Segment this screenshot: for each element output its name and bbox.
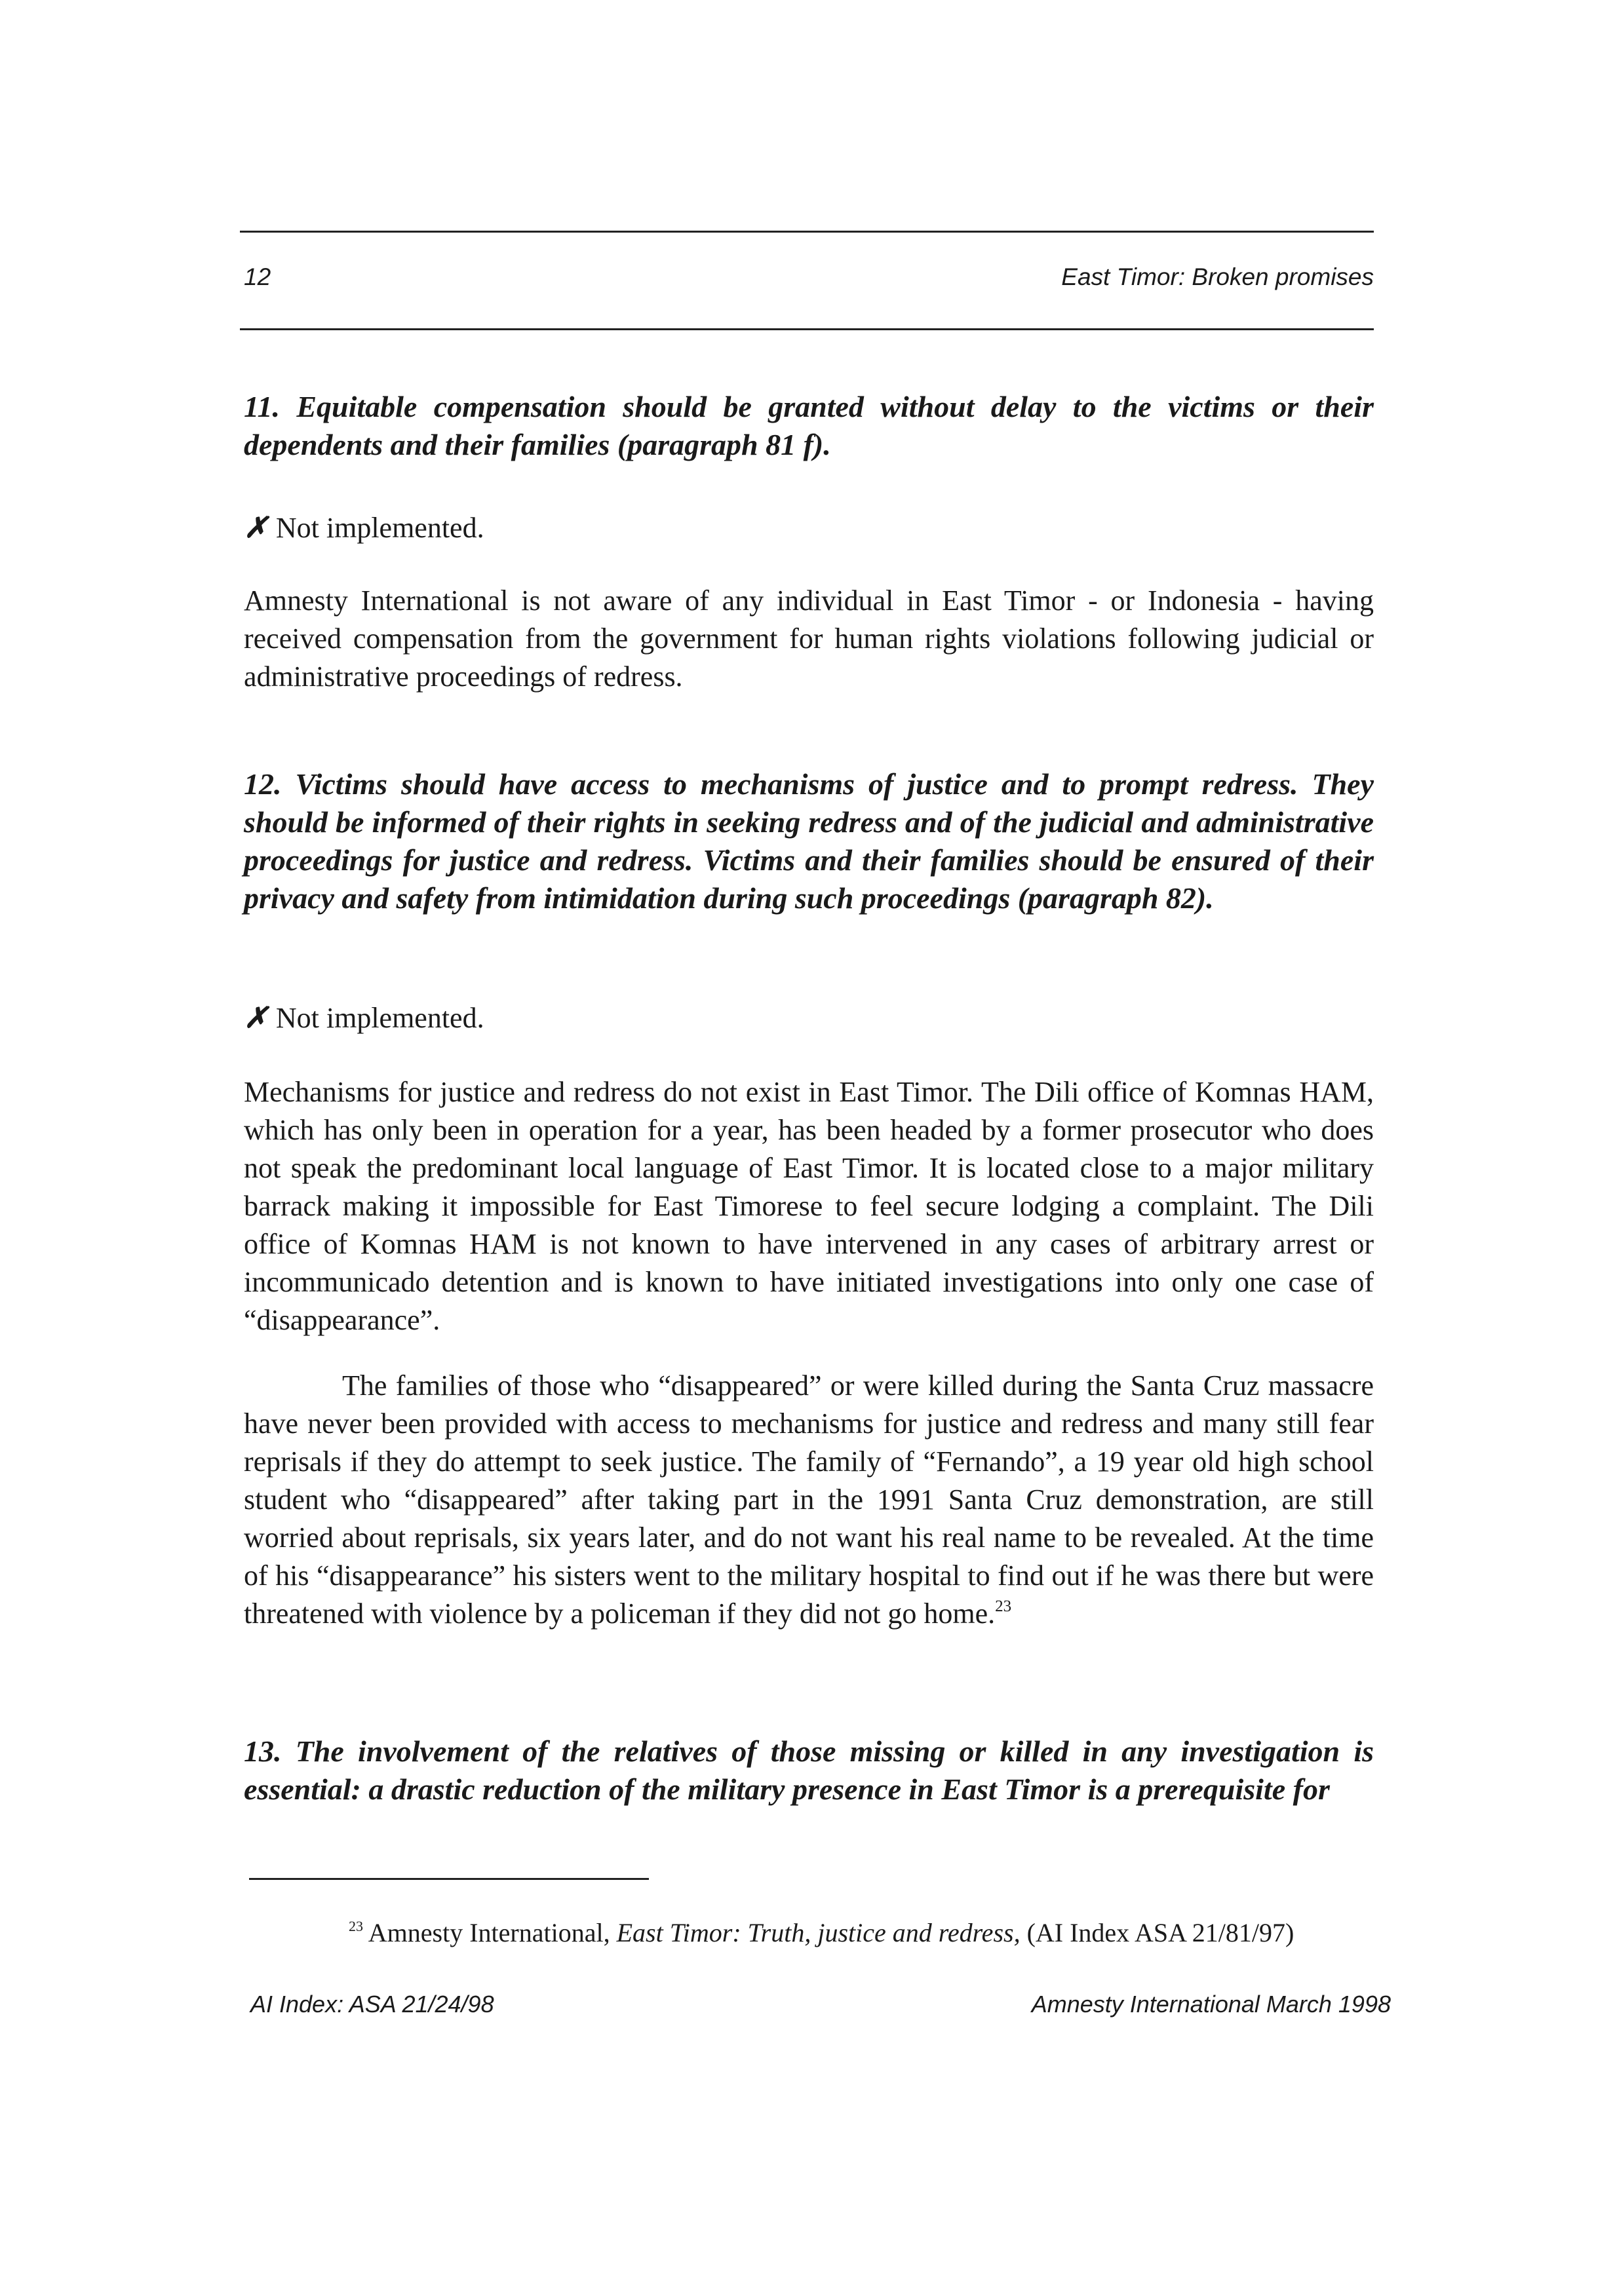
footnote-ref[interactable]: 23: [995, 1598, 1012, 1615]
section-heading: 11. Equitable compensation should be granted without delay to the victims or their dependents and their families (paragraph 81 f).: [244, 390, 1374, 461]
running-header: [244, 263, 1374, 291]
cross-mark-icon: ✗: [244, 1002, 268, 1034]
section-11-body: [244, 582, 1374, 696]
footnote-rule: [249, 1878, 649, 1880]
footer-index: AI Index: ASA 21/24/98: [250, 1991, 494, 2018]
section-heading: 13. The involvement of the relatives of those missing or killed in any investigation is essential: a drastic reduction of the military presence in East Timor is a prerequisite for: [244, 1734, 1374, 1806]
body-paragraph: Mechanisms for justice and redress do not exist in East Timor. The Dili office of Komnas HAM, which has only been in operation for a year, has been headed by a former prosecutor who does not speak the predominant local language of East Timor. It is located close to a major military barrack making it impossible for East Timorese to feel secure lodging a complaint. The Dili office of Komnas HAM is not known to have intervened in any cases of arbitrary arrest or incommunicado detention and is known to have initiated investigations into only one case of “disappearance”.: [244, 1076, 1374, 1336]
section-11-status: [244, 510, 1374, 546]
section-heading: 12. Victims should have access to mechanisms of justice and to prompt redress. They should be informed of their rights in seeking redress and of the judicial and administrative proceedings for justice and redress. Victims and their families should be ensured of their privacy and safety from intimidation during such proceedings (paragraph 82).: [244, 767, 1374, 915]
status-text: Not implemented.: [275, 512, 484, 544]
header-top-rule: [240, 231, 1374, 233]
body-paragraph: The families of those who “disappeared” or were killed during the Santa Cruz massacre have never been provided with access to mechanisms for justice and redress and many still fear reprisals if they do attempt to seek justice. The family of “Fernando”, a 19 year old high school student who “disappeared” after taking part in the 1991 Santa Cruz demonstration, are still worried about reprisals, six years later, and do not want his real name to be revealed. At the time of his “disappearance” his sisters went to the military hospital to find out if he was there but were threatened with violence by a policeman if they did not go home.$^{23}$: [244, 1369, 1374, 1630]
page-footer: [250, 1991, 1391, 2018]
footnote-number: 23: [349, 1918, 363, 1934]
section-12: [244, 765, 1374, 917]
body-paragraph: Amnesty International is not aware of any individual in East Timor - or Indonesia - having received compensation from the government for human rights violations following judicial or administrative proceedings of redress.: [244, 584, 1374, 693]
section-13: [244, 1732, 1374, 1808]
footer-publisher-date: Amnesty International March 1998: [1031, 1991, 1391, 2018]
cross-mark-icon: ✗: [244, 512, 268, 544]
status-text: Not implemented.: [275, 1002, 484, 1034]
running-title: East Timor: Broken promises: [1061, 263, 1374, 290]
footnote-title: East Timor: Truth, justice and redress,: [616, 1918, 1021, 1947]
footnote: $^{23}$ Amnesty International, East Timor: Truth, justice and redress, (AI Index ASA 21/81/97): [349, 1918, 1294, 1947]
header-bottom-rule: [240, 328, 1374, 330]
section-12-body-1: [244, 1073, 1374, 1339]
section-12-status: [244, 1000, 1374, 1037]
section-11: [244, 388, 1374, 464]
page-number: 12: [244, 263, 271, 290]
section-12-body-2: [244, 1367, 1374, 1633]
